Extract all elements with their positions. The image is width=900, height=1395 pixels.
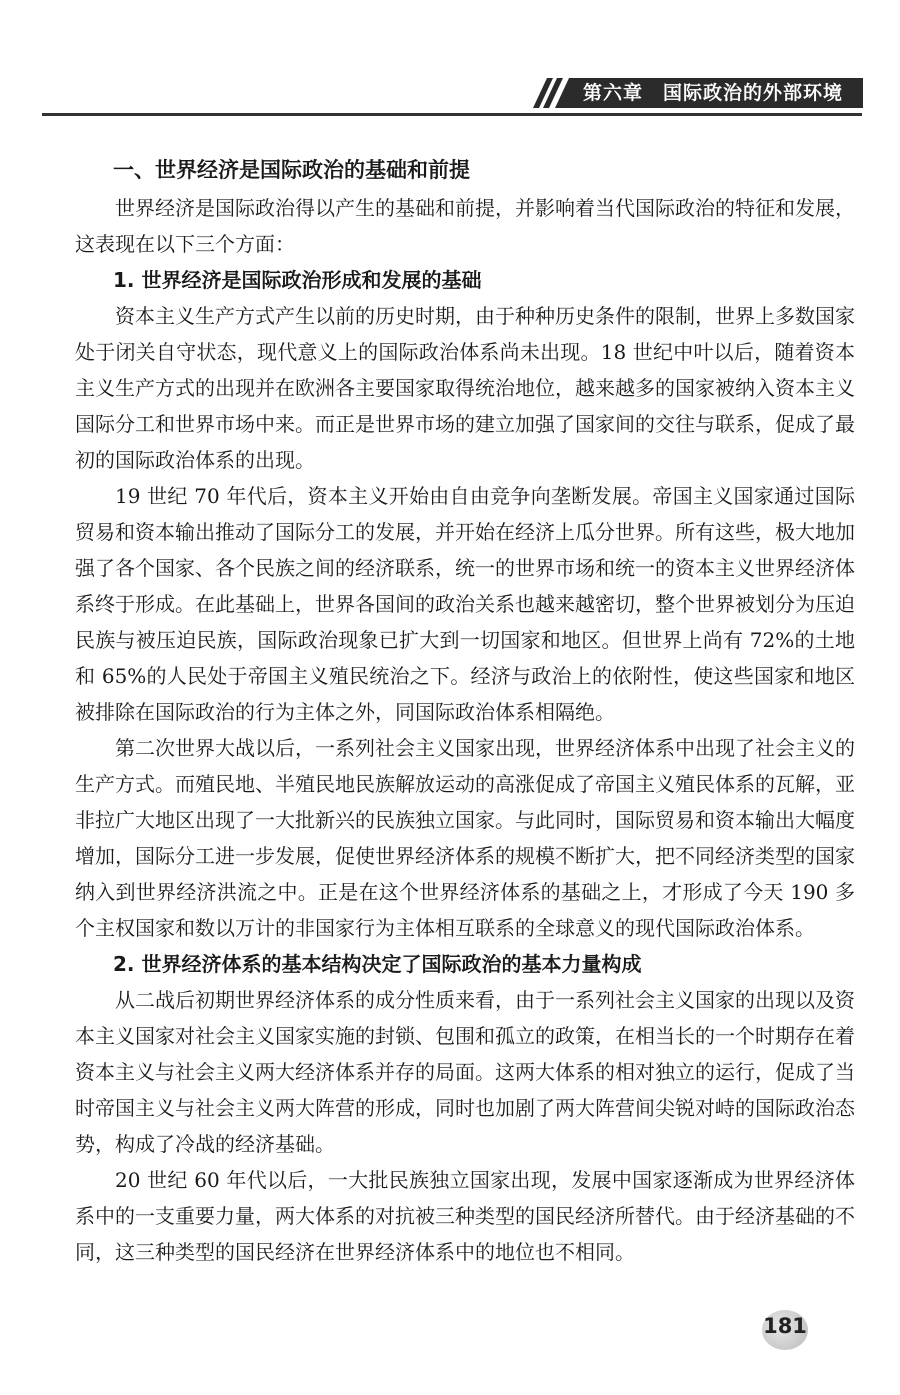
subsection-heading-1: 1. 世界经济是国际政治形成和发展的基础 xyxy=(113,268,482,292)
paragraph: 第二次世界大战以后，一系列社会主义国家出现，世界经济体系中出现了社会主义的生产方式。而殖民地、半殖民地民族解放运动的高涨促成了帝国主义殖民体系的瓦解，亚非拉广大地区出现了一大批新兴的民族独立国家。与此同时，国际贸易和资本输出大幅度增加，国际分工进一步发展，促使世界经济体系的规模不断扩大，把不同经济类型的国家纳入到世界经济洪流之中。正是在这个世界经济体系的基础之上，才形成了今天 190 多个主权国家和数以万计的非国家行为主体相互联系的全球意义的现代国际政治体系。 xyxy=(75,736,855,940)
paragraph: 19 世纪 70 年代后，资本主义开始由自由竞争向垄断发展。帝国主义国家通过国际贸易和资本输出推动了国际分工的发展，并开始在经济上瓜分世界。所有这些，极大地加强了各个国家、各个民族之间的经济联系，统一的世界市场和统一的资本主义世界经济体系终于形成。在此基础上，世界各国间的政治关系也越来越密切，整个世界被划分为压迫民族与被压迫民族，国际政治现象已扩大到一切国家和地区。但世界上尚有 72%的土地和 65%的人民处于帝国主义殖民统治之下。经济与政治上的依附性，使这些国家和地区被排除在国际政治的行为主体之外，同国际政治体系相隔绝。 xyxy=(75,484,855,724)
page-header xyxy=(0,0,900,125)
chapter-banner xyxy=(533,78,863,108)
header-divider xyxy=(42,113,862,116)
page-number: 181 xyxy=(763,1314,807,1338)
subsection-heading-2: 2. 世界经济体系的基本结构决定了国际政治的基本力量构成 xyxy=(113,952,642,976)
paragraph: 资本主义生产方式产生以前的历史时期，由于种种历史条件的限制，世界上多数国家处于闭关自守状态，现代意义上的国际政治体系尚未出现。18 世纪中叶以后，随着资本主义生产方式的出现并在欧洲各主要国家取得统治地位，越来越多的国家被纳入资本主义国际分工和世界市场中来。而正是世界市场的建立加强了国家间的交往与联系，促成了最初的国际政治体系的出现。 xyxy=(75,304,855,472)
section-heading: 一、世界经济是国际政治的基础和前提 xyxy=(113,158,470,182)
page-number-badge xyxy=(762,1310,808,1350)
paragraph: 从二战后初期世界经济体系的成分性质来看，由于一系列社会主义国家的出现以及资本主义国家对社会主义国家实施的封锁、包围和孤立的政策，在相当长的一个时期存在着资本主义与社会主义两大经济体系并存的局面。这两大体系的相对独立的运行，促成了当时帝国主义与社会主义两大阵营的形成，同时也加剧了两大阵营间尖锐对峙的国际政治态势，构成了冷战的经济基础。 xyxy=(75,988,855,1156)
paragraph: 20 世纪 60 年代以后，一大批民族独立国家出现，发展中国家逐渐成为世界经济体系中的一支重要力量，两大体系的对抗被三种类型的国民经济所替代。由于经济基础的不同，这三种类型的国民经济在世界经济体系中的地位也不相同。 xyxy=(75,1168,855,1264)
page-body xyxy=(75,150,855,1270)
chapter-title: 第六章 国际政治的外部环境 xyxy=(583,82,844,104)
section-intro: 世界经济是国际政治得以产生的基础和前提，并影响着当代国际政治的特征和发展，这表现在以下三个方面： xyxy=(75,196,855,256)
